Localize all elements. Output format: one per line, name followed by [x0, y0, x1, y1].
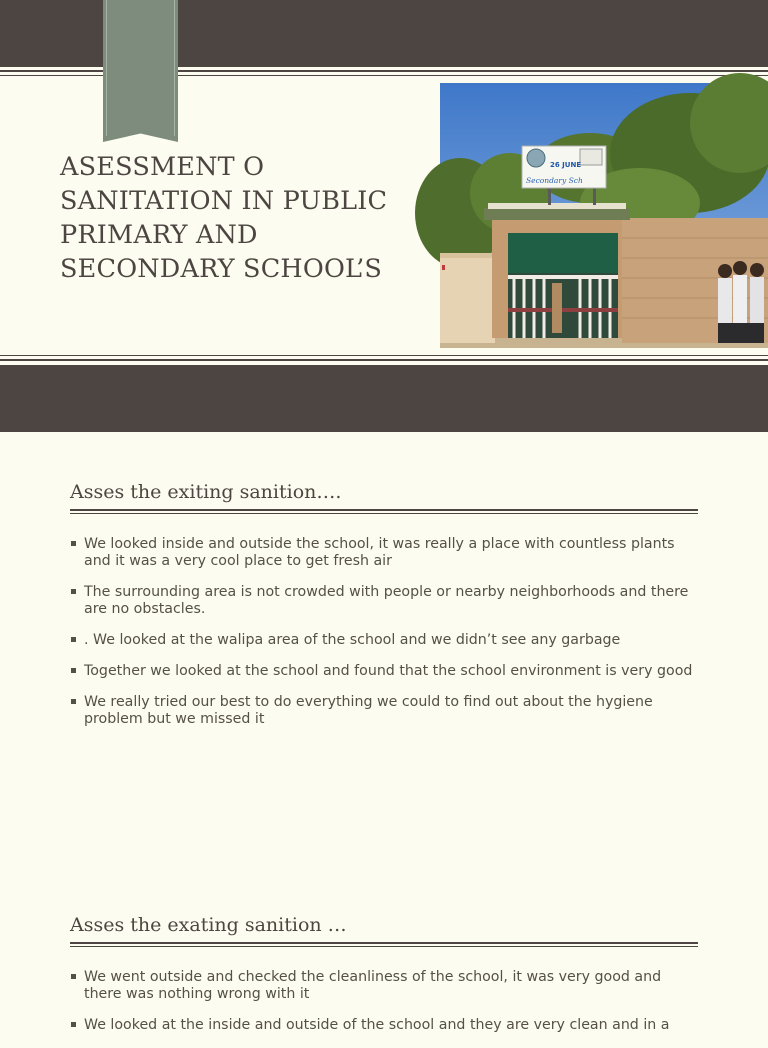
list-item: We really tried our best to do everything we could to find out about the hygiene problem but we missed it — [70, 694, 698, 728]
list-item: . We looked at the walipa area of the school and we didn’t see any garbage — [70, 632, 698, 649]
title-slide — [0, 0, 768, 432]
list-item: The surrounding area is not crowded with people or nearby neighborhoods and there are no obstacles. — [70, 584, 698, 618]
school-gate-photo — [440, 83, 768, 348]
assessment-section-1 — [70, 477, 698, 742]
list-item: Together we looked at the school and found that the school environment is very good — [70, 663, 698, 680]
bookmark-ribbon — [103, 0, 178, 142]
bullet-list — [70, 536, 698, 728]
heading-rule — [70, 942, 698, 947]
bullet-list — [70, 969, 698, 1034]
heading-rule — [70, 509, 698, 514]
list-item: We looked at the inside and outside of the school and they are very clean and in a — [70, 1017, 698, 1034]
sign-school-name: Secondary Sch — [526, 176, 583, 185]
section-heading: Asses the exiting sanition…. — [70, 481, 342, 503]
list-item: We went outside and checked the cleanliness of the school, it was very good and there was nothing wrong with it — [70, 969, 698, 1003]
sign-date: 26 JUNE — [550, 161, 582, 169]
list-item: We looked inside and outside the school, it was really a place with countless plants and it was a very cool place to get fresh air — [70, 536, 698, 570]
bottom-rule-thin — [0, 355, 768, 356]
assessment-section-2 — [70, 910, 698, 1048]
bottom-rule — [0, 359, 768, 361]
section-heading: Asses the exating sanition … — [70, 914, 347, 936]
slide-title: ASESSMENT O SANITATION IN PUBLIC PRIMARY AND SECONDARY SCHOOL’S — [60, 152, 388, 284]
bottom-band — [0, 365, 768, 432]
